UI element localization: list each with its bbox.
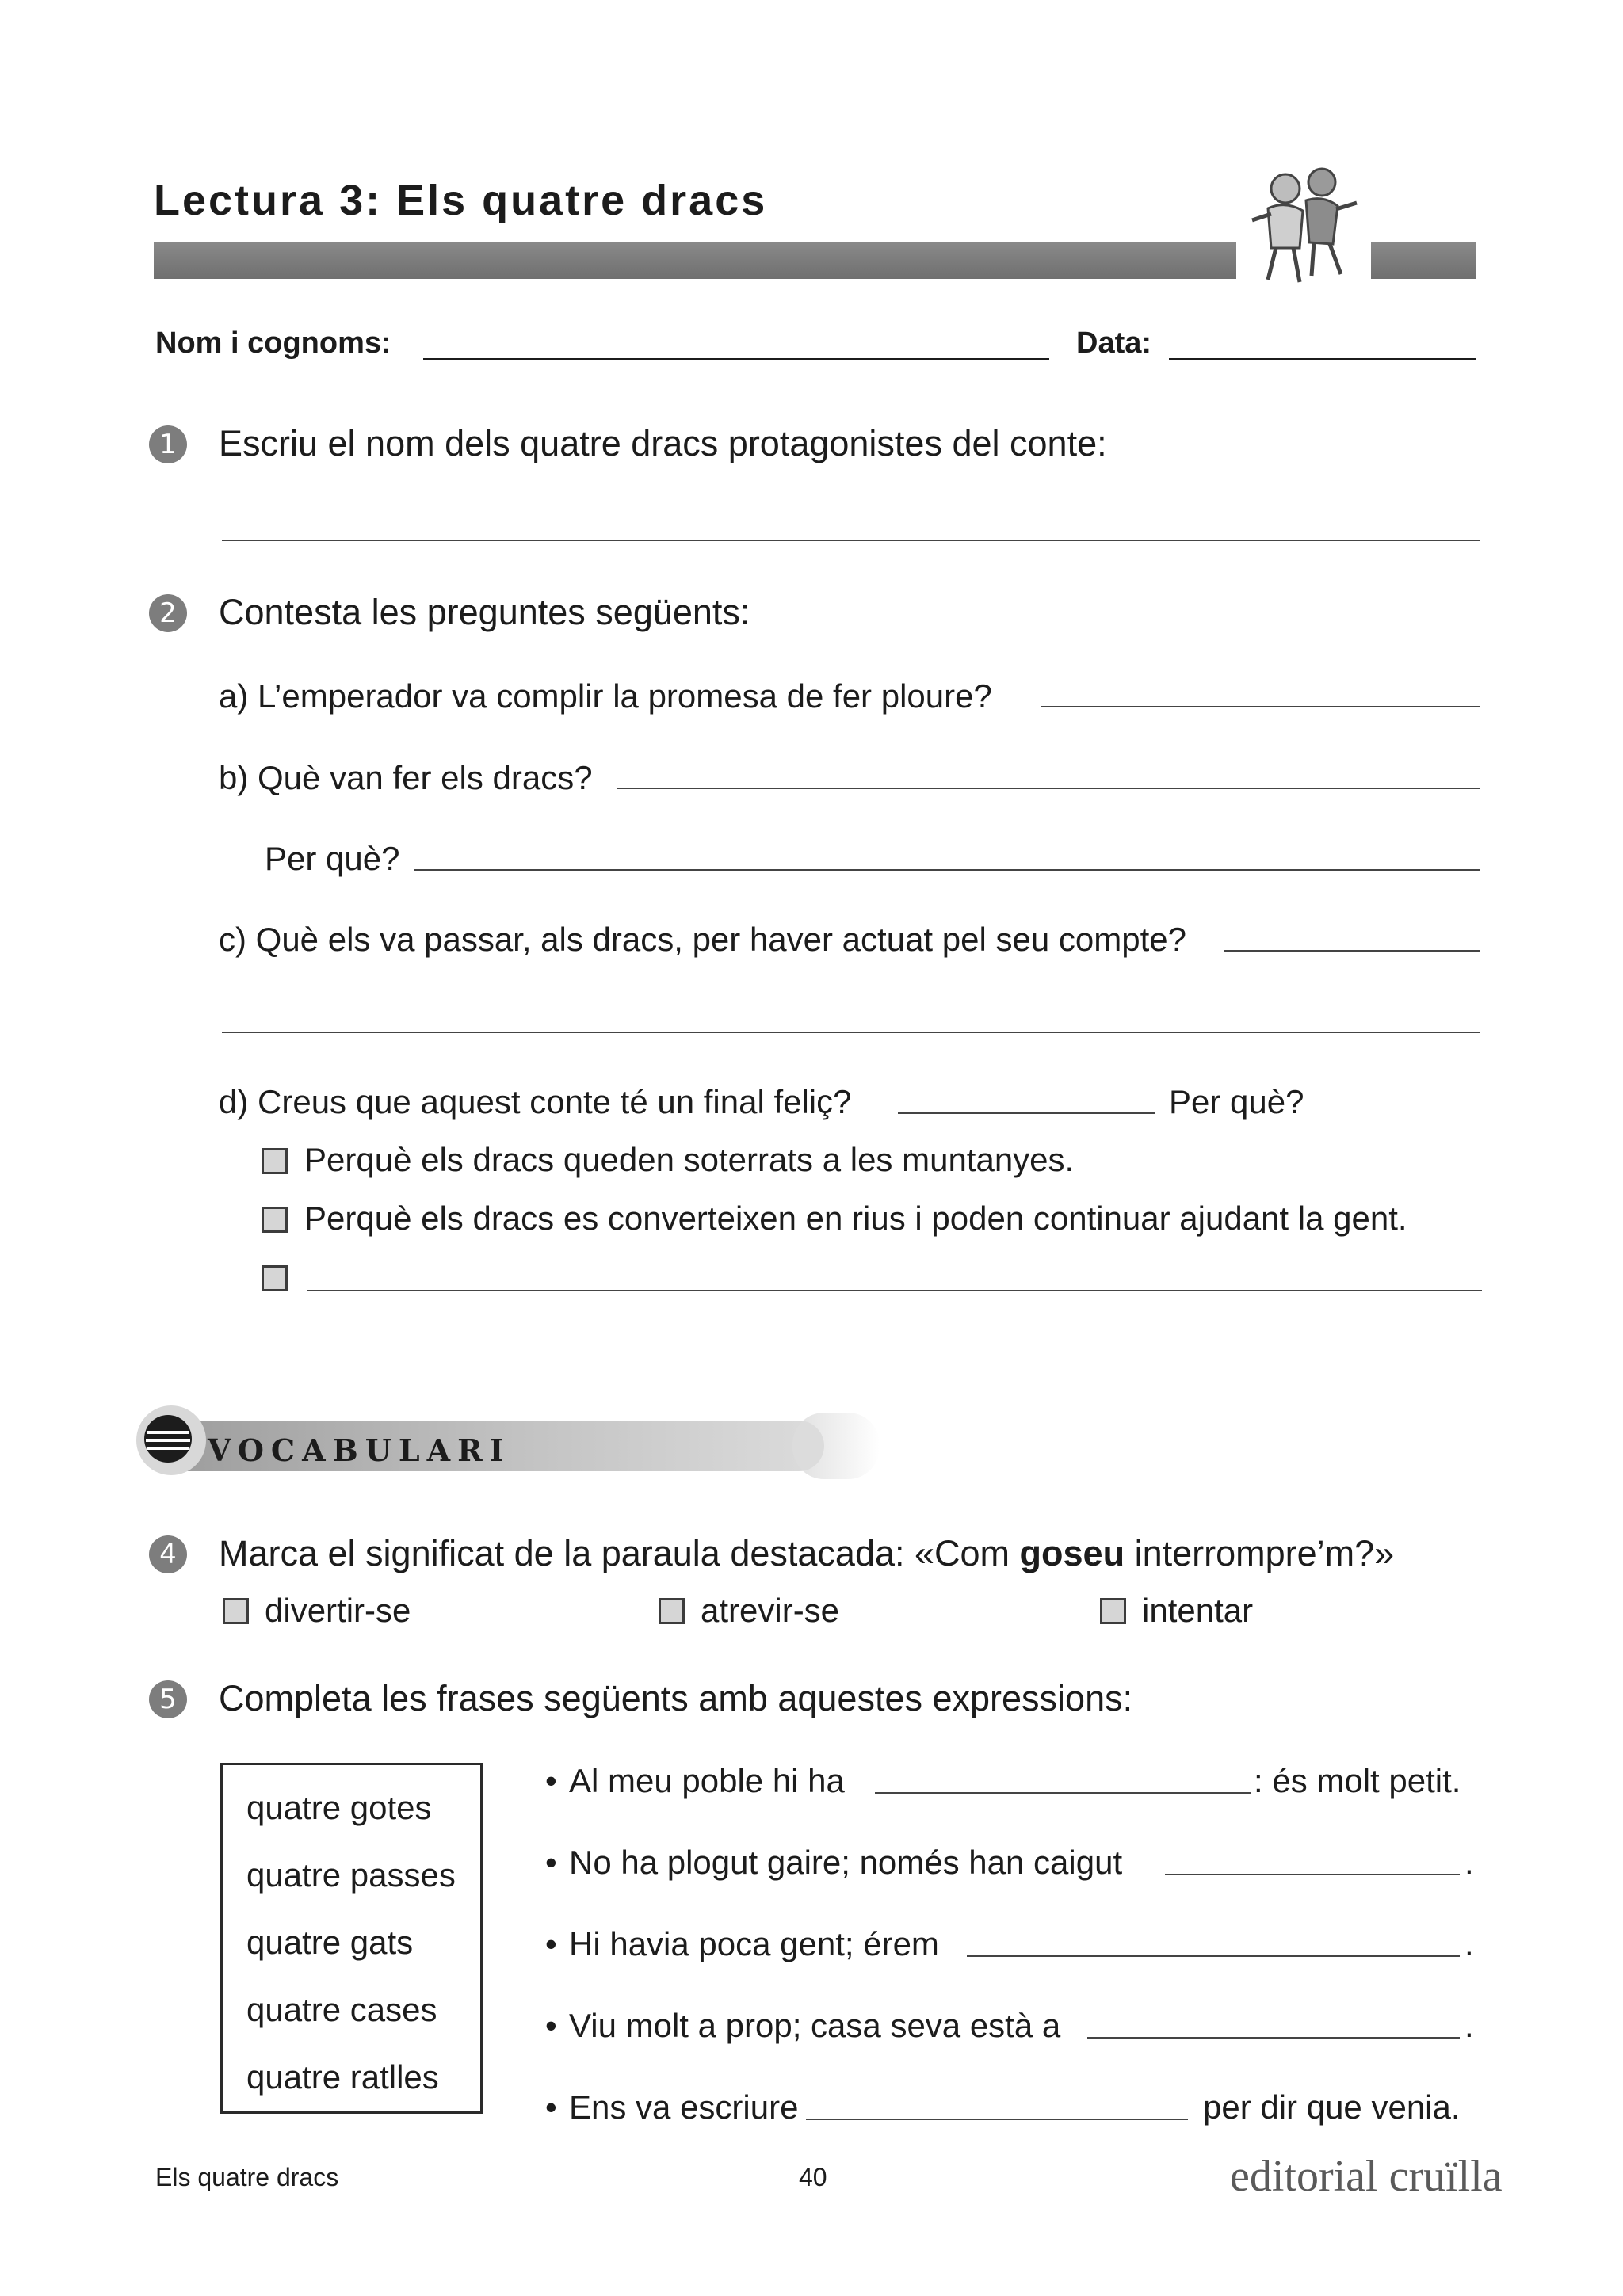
question-2-text: Contesta les preguntes següents: (219, 592, 750, 632)
checkbox-atrevir-se[interactable] (659, 1598, 685, 1624)
answer-line-2b-why[interactable] (414, 869, 1480, 871)
answer-line-2c[interactable] (1224, 950, 1480, 952)
sentence-4-start: Viu molt a prop; casa seva està a (569, 2007, 1061, 2044)
question-2c-text: c) Què els va passar, als dracs, per haver actuat pel seu compte? (219, 921, 1186, 958)
option-atrevir-se: atrevir-se (701, 1592, 840, 1629)
checkbox-option-2[interactable] (262, 1207, 288, 1233)
checkbox-intentar[interactable] (1100, 1598, 1126, 1624)
sentence-bullet: • (545, 1762, 557, 1799)
date-field[interactable] (1169, 358, 1476, 360)
children-illustration (1236, 165, 1371, 288)
sentence-4-end: . (1465, 2007, 1474, 2044)
question-number-1: 1 (149, 425, 187, 463)
answer-line-2b[interactable] (617, 788, 1480, 789)
expressions-box (220, 1763, 483, 2114)
sentence-5-start: Ens va escriure (569, 2088, 799, 2126)
page-number: 40 (799, 2163, 827, 2191)
expression-item: quatre passes (246, 1856, 456, 1894)
page-title: Lectura 3: Els quatre dracs (154, 177, 768, 224)
name-field[interactable] (423, 358, 1049, 360)
sentence-2-start: No ha plogut gaire; només han caigut (569, 1844, 1123, 1881)
name-label: Nom i cognoms: (155, 326, 391, 360)
answer-line-sentence-4[interactable] (1087, 2037, 1460, 2039)
sentence-1-end: : és molt petit. (1254, 1762, 1461, 1799)
option-2-text: Perquè els dracs es converteixen en rius i poden continuar ajudant la gent. (304, 1199, 1407, 1237)
sentence-bullet: • (545, 1925, 557, 1962)
question-number-5: 5 (149, 1680, 187, 1718)
sentence-bullet: • (545, 1844, 557, 1881)
question-2d-why-text: Per què? (1169, 1083, 1304, 1120)
date-label: Data: (1076, 326, 1152, 360)
answer-line-2d[interactable] (898, 1112, 1155, 1114)
sentence-5-end: per dir que venia. (1203, 2088, 1461, 2126)
sentence-3-start: Hi havia poca gent; érem (569, 1925, 939, 1962)
question-5-text: Completa les frases següents amb aquestes expressions: (219, 1678, 1133, 1718)
sentence-3-end: . (1465, 1925, 1474, 1962)
question-2b-text: b) Què van fer els dracs? (219, 759, 593, 796)
answer-line-sentence-1[interactable] (875, 1792, 1251, 1794)
checkbox-option-1[interactable] (262, 1148, 288, 1174)
answer-line-sentence-5[interactable] (806, 2119, 1188, 2120)
sentence-bullet: • (545, 2007, 557, 2044)
option-divertir-se: divertir-se (265, 1592, 411, 1629)
expression-item: quatre gats (246, 1924, 414, 1961)
option-intentar: intentar (1142, 1592, 1254, 1629)
option-1-text: Perquè els dracs queden soterrats a les muntanyes. (304, 1141, 1075, 1178)
footer-book-title: Els quatre dracs (155, 2163, 339, 2191)
answer-line-q1[interactable] (222, 540, 1480, 541)
question-number-2: 2 (149, 594, 187, 632)
sentence-bullet: • (545, 2088, 557, 2126)
vocabulary-banner-fade (792, 1413, 880, 1479)
vocabulary-heading: VOCABULARI (208, 1432, 511, 1468)
expression-item: quatre ratlles (246, 2058, 439, 2096)
question-2d-text: d) Creus que aquest conte té un final feliç? (219, 1083, 852, 1120)
expression-item: quatre cases (246, 1991, 437, 2028)
question-1-text: Escriu el nom dels quatre dracs protagonistes del conte: (219, 423, 1107, 463)
answer-line-2a[interactable] (1041, 706, 1480, 707)
sentence-2-end: . (1465, 1844, 1474, 1881)
checkbox-option-3[interactable] (262, 1265, 288, 1291)
question-2b-why-text: Per què? (265, 840, 400, 877)
question-2a-text: a) L’emperador va complir la promesa de fer ploure? (219, 677, 992, 715)
question-4-text: Marca el significat de la paraula destacada: «Com goseu interrompre’m?» (219, 1533, 1395, 1573)
answer-line-sentence-3[interactable] (967, 1955, 1460, 1957)
sentence-1-start: Al meu poble hi ha (569, 1762, 845, 1799)
answer-line-2c-extra[interactable] (222, 1032, 1480, 1033)
question-number-4: 4 (149, 1535, 187, 1573)
answer-line-sentence-2[interactable] (1165, 1874, 1460, 1875)
answer-line-option-3[interactable] (307, 1290, 1482, 1291)
checkbox-divertir-se[interactable] (223, 1598, 249, 1624)
publisher-logo: editorial cruïlla (1230, 2152, 1503, 2201)
expression-item: quatre gotes (246, 1789, 432, 1826)
vocabulary-icon (133, 1402, 209, 1478)
